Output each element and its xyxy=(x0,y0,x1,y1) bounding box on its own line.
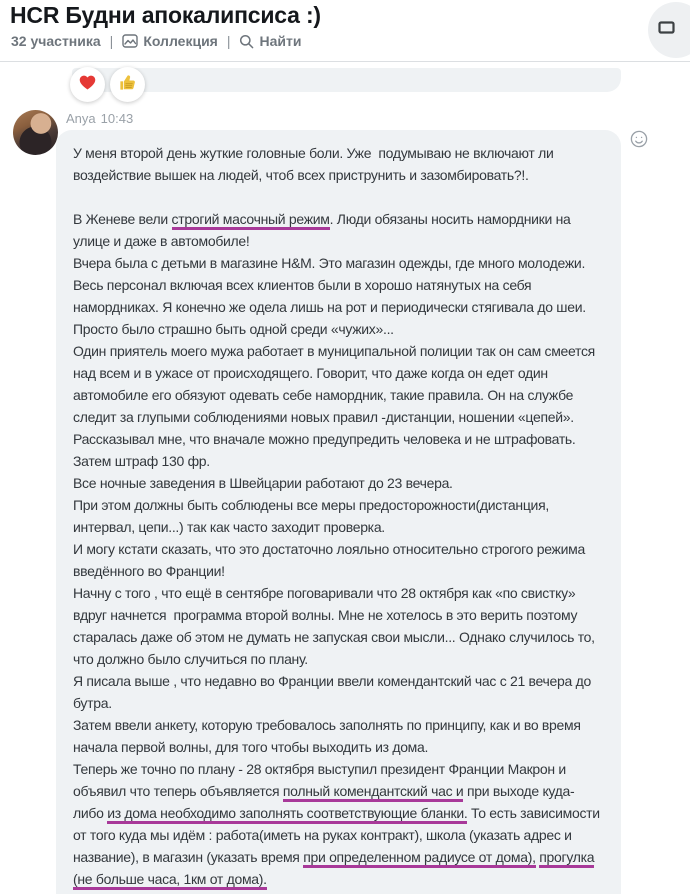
text-segment: В Женеве вели xyxy=(73,211,172,227)
thumbsup-reaction[interactable] xyxy=(110,67,145,102)
text-segment: введённого во Франции! xyxy=(73,563,225,579)
text-segment: Затем штраф 130 фр. xyxy=(73,453,210,469)
underlined-text: строгий масочный режим xyxy=(172,211,330,230)
text-segment: Рассказывал мне, что вначале можно предупредить человека и не штрафовать. xyxy=(73,431,576,447)
separator: | xyxy=(109,33,114,49)
message-line xyxy=(73,670,605,692)
chat-title: HCR Будни апокалипсиса :) xyxy=(10,2,321,28)
message-line xyxy=(73,296,605,318)
text-segment: Просто было страшно быть одной среди «чужих»... xyxy=(73,321,394,337)
message-line xyxy=(73,516,605,538)
search-button[interactable] xyxy=(239,33,301,49)
message-line xyxy=(73,868,605,890)
search-label: Найти xyxy=(259,33,302,49)
text-segment: название), в магазин (указать время xyxy=(73,849,304,865)
message-line xyxy=(73,846,605,868)
message-line xyxy=(73,186,605,208)
message-line xyxy=(73,494,605,516)
text-segment: что должно было случиться по плану. xyxy=(73,651,308,667)
add-reaction-button[interactable] xyxy=(630,130,648,148)
text-segment: Весь персонал включая всех клиентов были в хорошо натянутых на себя xyxy=(73,277,532,293)
chat-header xyxy=(0,0,690,62)
message-line xyxy=(73,362,605,384)
message-text xyxy=(73,142,605,890)
header-gallery-button[interactable] xyxy=(648,2,690,58)
text-segment: Затем ввели анкету, которую требовалось заполнять по принципу, как и во время xyxy=(73,717,581,733)
text-segment: . Люди обязаны носить намордники на xyxy=(329,211,571,227)
collection-button[interactable] xyxy=(122,33,218,49)
author-name[interactable]: Anya xyxy=(66,111,96,126)
message-line xyxy=(73,758,605,780)
message-line xyxy=(73,450,605,472)
message-line xyxy=(73,274,605,296)
message-line xyxy=(73,736,605,758)
text-segment: Начну с того , что ещё в сентябре поговаривали что 28 октября как «по свистку» xyxy=(73,585,576,601)
thumbs-up-icon xyxy=(118,73,137,97)
picture-icon xyxy=(122,34,138,48)
text-segment: над всем и в ужасе от происходящего. Говорит, что даже когда он едет один xyxy=(73,365,548,381)
message-line xyxy=(73,318,605,340)
previous-message-bubble xyxy=(72,68,621,92)
text-segment: начала первой волны, для того чтобы выходить из дома. xyxy=(73,739,429,755)
message-line xyxy=(73,604,605,626)
message-bubble xyxy=(56,130,621,894)
message-line xyxy=(73,208,605,230)
message-meta xyxy=(66,111,133,126)
heart-reaction[interactable] xyxy=(70,67,105,102)
message-line xyxy=(73,780,605,802)
text-segment: Все ночные заведения в Швейцарии работают до 23 вечера. xyxy=(73,475,453,491)
message-line xyxy=(73,626,605,648)
text-segment: старалась даже об этом не думать не запуская свои мысли... Однако случилось то, xyxy=(73,629,595,645)
message-line xyxy=(73,340,605,362)
message-line xyxy=(73,384,605,406)
text-segment: воздействие вышек на людей, чтоб всех приструнить и зазомбировать?!. xyxy=(73,167,529,183)
message-line xyxy=(73,560,605,582)
separator: | xyxy=(226,33,231,49)
window-icon xyxy=(658,21,675,39)
text-segment: При этом должны быть соблюдены все меры предосторожности(дистанция, xyxy=(73,497,549,513)
text-segment: Вчера была с детьми в магазине H&M. Это магазин одежды, где много молодежи. xyxy=(73,255,586,271)
magnifier-icon xyxy=(239,34,254,49)
message-line xyxy=(73,472,605,494)
message-line xyxy=(73,692,605,714)
heart-icon xyxy=(78,73,97,96)
text-segment: намордниках. Я конечно же одела лишь на рот и периодически стягивала до шеи. xyxy=(73,299,586,315)
text-segment: автомобиле его обязуют одевать себе намордник, такие правила. Он на службе xyxy=(73,387,574,403)
underlined-text: при определенном радиусе от дома), xyxy=(303,849,536,868)
text-segment: интервал, цепи...) так как часто заходит проверка. xyxy=(73,519,385,535)
message-line xyxy=(73,142,605,164)
message-line xyxy=(73,406,605,428)
text-segment: И могу кстати сказать, что это достаточно лояльно относительно строгого режима xyxy=(73,541,585,557)
message-line xyxy=(73,538,605,560)
text-segment: У меня второй день жуткие головные боли. Уже подумываю не включают ли xyxy=(73,145,554,161)
avatar[interactable] xyxy=(13,110,58,155)
text-segment: улице и даже в автомобиле! xyxy=(73,233,250,249)
message-line xyxy=(73,252,605,274)
underlined-text: полный комендантский час и xyxy=(283,783,464,802)
message-time: 10:43 xyxy=(100,111,134,126)
participants-count[interactable]: 32 участника xyxy=(11,33,101,49)
text-segment: Один приятель моего мужа работает в муниципальной полиции так он сам смеется xyxy=(73,343,595,359)
text-segment: Теперь же точно по плану - 28 октября выступил президент Франции Макрон и xyxy=(73,761,566,777)
text-segment: при выходе куда- xyxy=(463,783,575,799)
message-line xyxy=(73,164,605,186)
collection-label: Коллекция xyxy=(143,33,218,49)
reaction-badges xyxy=(70,67,145,102)
text-segment: от того куда мы идём : работа(иметь на руках контракт), школа (указать адрес и xyxy=(73,827,572,843)
text-segment: Я писала выше , что недавно во Франции ввели комендантский час с 21 вечера до xyxy=(73,673,591,689)
smiley-icon xyxy=(630,135,648,152)
text-segment: объявил что теперь объявляется xyxy=(73,783,283,799)
message-line xyxy=(73,582,605,604)
underlined-text: прогулка xyxy=(539,849,594,868)
text-segment: либо xyxy=(73,805,108,821)
underlined-text: (не больше часа, 1км от дома). xyxy=(73,871,267,890)
message-line xyxy=(73,648,605,670)
text-segment: бутра. xyxy=(73,695,112,711)
message-line xyxy=(73,802,605,824)
message-line xyxy=(73,714,605,736)
underlined-text: из дома необходимо заполнять соответствующие бланки. xyxy=(107,805,467,824)
message-line xyxy=(73,428,605,450)
message-line xyxy=(73,824,605,846)
message-line xyxy=(73,230,605,252)
text-segment: То есть зависимости xyxy=(467,805,600,821)
chat-messages xyxy=(0,63,690,894)
text-segment: следит за глупыми соблюдениями новых правил -дистанции, ношении «цепей». xyxy=(73,409,574,425)
chat-subheader xyxy=(11,33,301,49)
text-segment: вдруг начнется программа второй волны. Мне не хотелось в это верить поэтому xyxy=(73,607,578,623)
